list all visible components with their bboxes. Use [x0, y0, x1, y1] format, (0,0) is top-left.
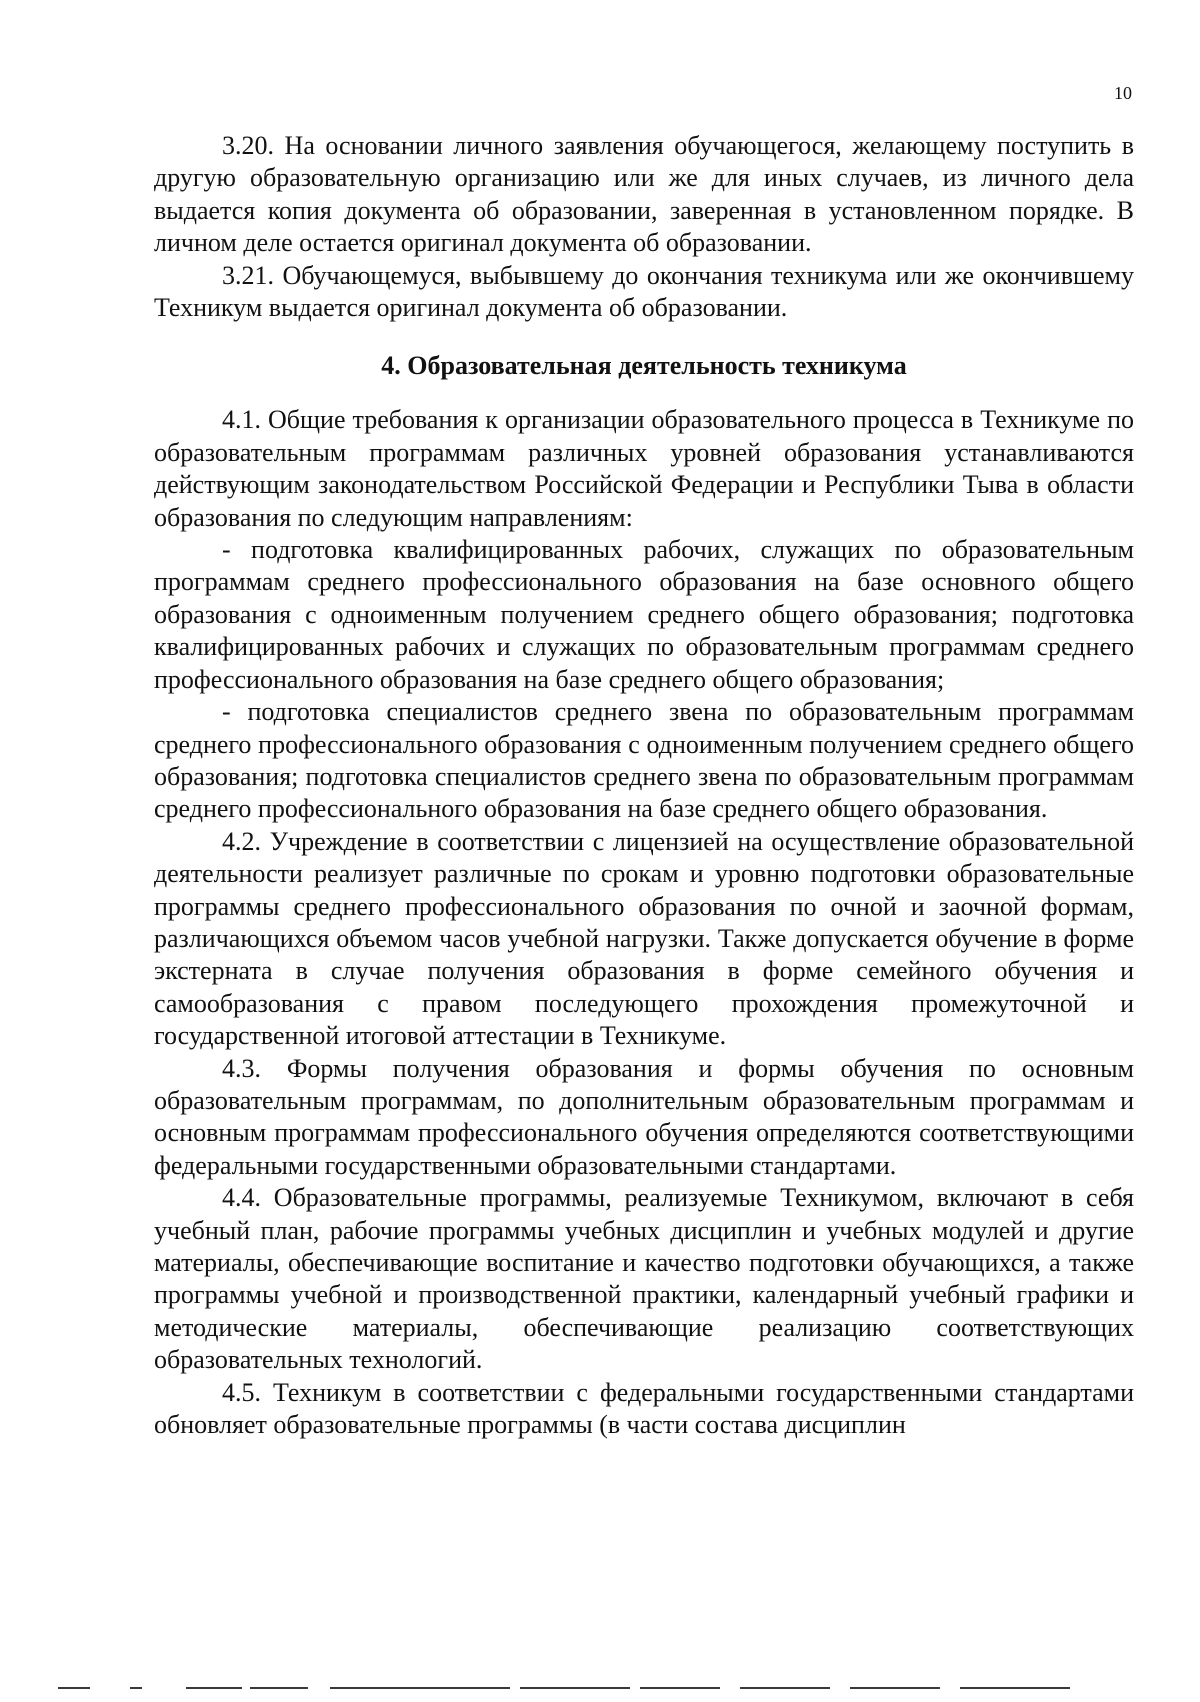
list-item-specialists: - подготовка специалистов среднего звена по образовательным программам среднего профессионального образования с одноименным получением среднего общего образования; подготовка специалистов среднего звена по образовательным программам среднего профессионального образования на базе среднего общего образования. — [154, 697, 1134, 824]
paragraph-3-20: 3.20. На основании личного заявления обучающегося, желающему поступить в другую образовательную организацию или же для иных случаев, из личного дела выдается копия документа об образовании, заверенная в установленном порядке. В личном деле остается оригинал документа об образовании. — [154, 131, 1134, 258]
paragraph-3-21: 3.21. Обучающемуся, выбывшему до окончания техникума или же окончившему Техникум выдается оригинал документа об образовании. — [154, 260, 1134, 323]
scan-edge-artifact — [0, 1685, 1200, 1691]
paragraph-4-3: 4.3. Формы получения образования и формы обучения по основным образовательным программам, по дополнительным образовательным программам и основным программам профессионального обучения определяются соответствующими федеральными государственными образовательными стандартами. — [154, 1053, 1134, 1180]
document-body — [154, 130, 1134, 1441]
list-item-workers: - подготовка квалифицированных рабочих, служащих по образовательным программам среднего профессионального образования на базе основного общего образования с одноименным получением среднего общего образования; подготовка квалифицированных рабочих и служащих по образовательным программам среднего профессионального образования на базе среднего общего образования; — [154, 535, 1134, 694]
section-heading: 4. Образовательная деятельность техникума — [381, 351, 907, 381]
paragraph-4-1: 4.1. Общие требования к организации образовательного процесса в Техникуме по образовательным программам различных уровней образования устанавливаются действующим законодательством Российской Федерации и Республики Тыва в области образования по следующим направлениям: — [154, 405, 1134, 532]
paragraph-4-5: 4.5. Техникум в соответствии с федеральными государственными стандартами обновляет образовательные программы (в части состава дисциплин — [154, 1377, 1134, 1440]
paragraph-4-2: 4.2. Учреждение в соответствии с лицензией на осуществление образовательной деятельности реализует различные по срокам и уровню подготовки образовательные программы среднего профессионального образования по очной и заочной формам, различающихся объемом часов учебной нагрузки. Также допускается обучение в форме экстерната в случае получения образования в форме семейного обучения и самообразования с правом последующего прохождения промежуточной и государственной итоговой аттестации в Техникуме. — [154, 826, 1134, 1051]
paragraph-4-4: 4.4. Образовательные программы, реализуемые Техникумом, включают в себя учебный план, рабочие программы учебных дисциплин и учебных модулей и другие материалы, обеспечивающие воспитание и качество подготовки обучающихся, а также программы учебной и производственной практики, календарный учебный графики и методические материалы, обеспечивающие реализацию соответствующих образовательных технологий. — [154, 1183, 1134, 1375]
page-number: 10 — [1114, 83, 1132, 103]
